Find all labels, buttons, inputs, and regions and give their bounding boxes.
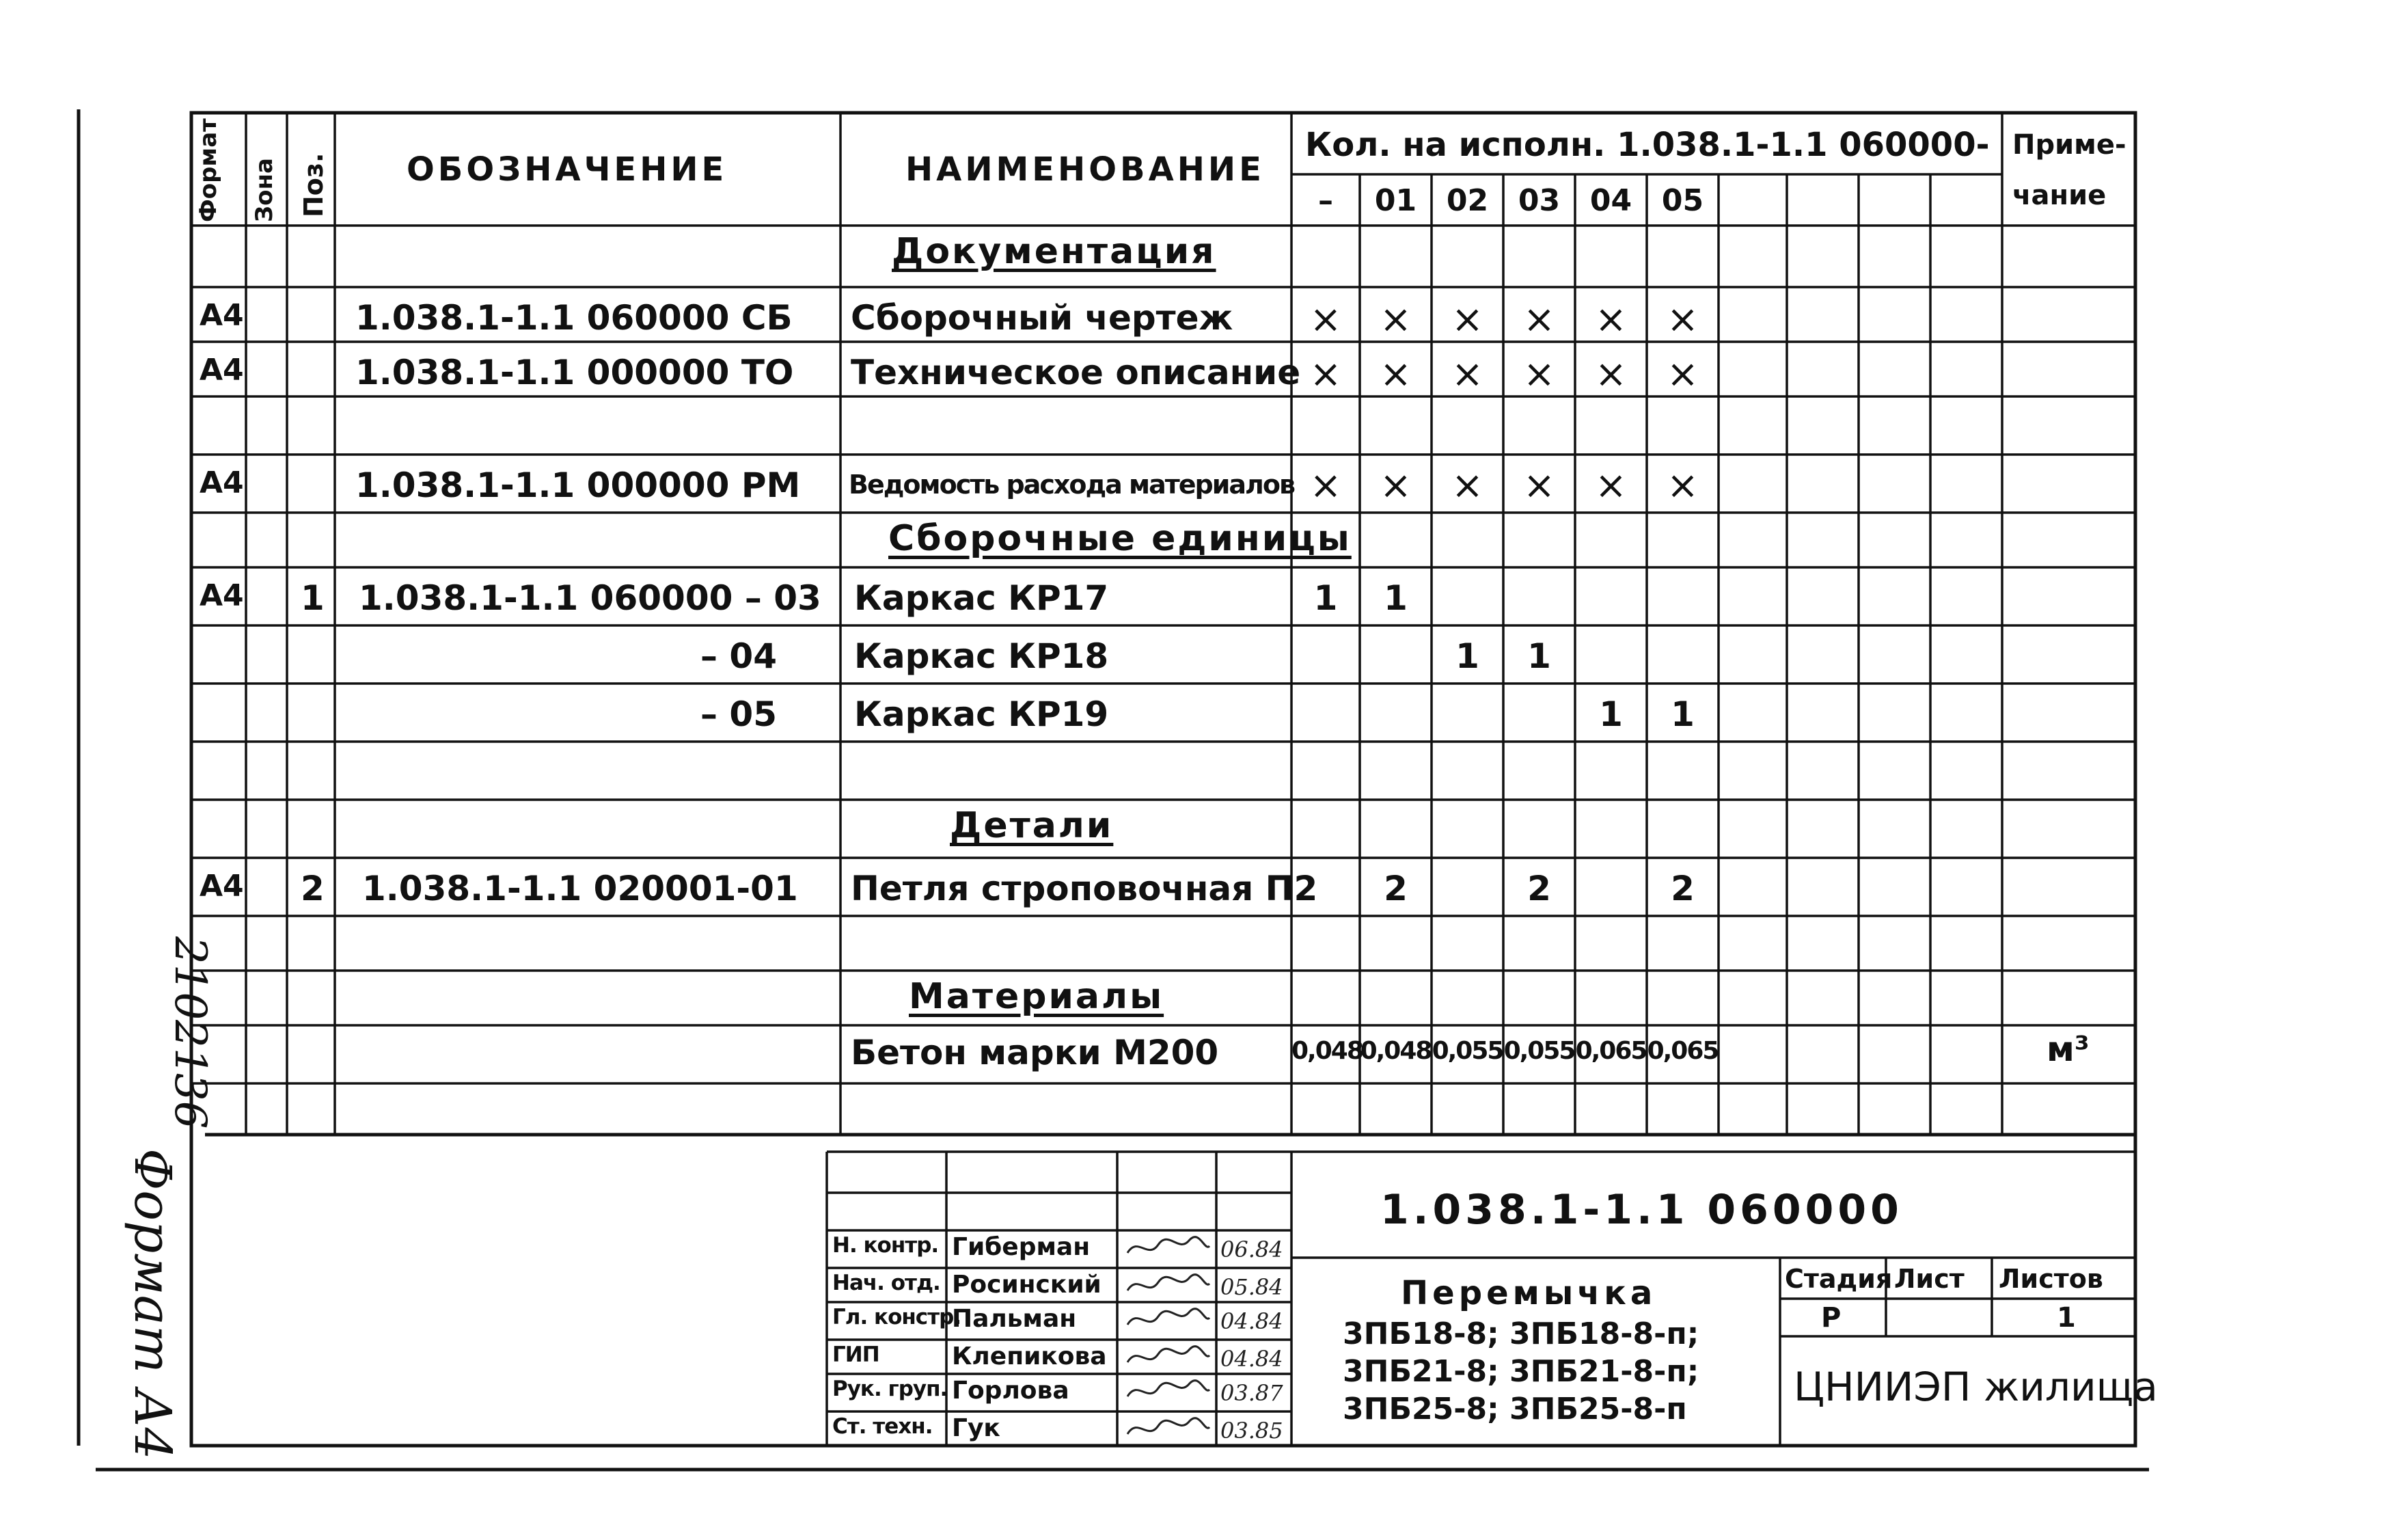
signer-role: ГИП	[832, 1342, 879, 1367]
row-name: Петля строповочная П2	[851, 869, 1318, 908]
signature-mark	[1124, 1304, 1213, 1334]
signature-mark	[1124, 1342, 1213, 1372]
organization: ЦНИИЭП жилища	[1794, 1364, 2158, 1410]
quantity-cell: ×	[1595, 352, 1627, 396]
section-assemblies: Сборочные единицы	[888, 518, 1352, 559]
signer-role: Ст. техн.	[832, 1414, 933, 1439]
stage-value: Р	[1821, 1302, 1842, 1334]
signature-mark	[1124, 1270, 1213, 1300]
row-designation: 1.038.1-1.1 060000 – 03	[359, 578, 821, 618]
signer-role: Гл. констр.	[832, 1305, 961, 1329]
margin-format-note: Формат А4	[123, 1148, 182, 1460]
header-note-l1: Приме-	[2012, 129, 2126, 161]
signer-date: 06.84	[1220, 1236, 1283, 1262]
product-title: Перемычка	[1401, 1274, 1657, 1312]
header-qty-title: Кол. на исполн. 1.038.1-1.1 060000-	[1305, 126, 1990, 164]
quantity-cell: 0,065	[1647, 1037, 1719, 1065]
product-line: 3ПБ25-8; 3ПБ25-8-п	[1343, 1392, 1687, 1427]
quantity-cell: ×	[1309, 352, 1342, 396]
quantity-cell: ×	[1380, 463, 1412, 508]
section-details: Детали	[950, 805, 1114, 846]
signer-date: 04.84	[1220, 1346, 1283, 1372]
quantity-cell: ×	[1595, 463, 1627, 508]
quantity-cell: ×	[1667, 352, 1699, 396]
signer-name: Гиберман	[952, 1233, 1091, 1261]
row-format: А4	[200, 298, 244, 333]
row-designation: 1.038.1-1.1 000000 ТО	[355, 353, 794, 392]
quantity-cell: 0,055	[1432, 1037, 1503, 1065]
quantity-cell: ×	[1309, 463, 1342, 508]
sheets-label: Листов	[1999, 1264, 2103, 1294]
quantity-cell: ×	[1380, 297, 1412, 342]
signer-role: Нач. отд.	[832, 1271, 940, 1295]
header-designation: ОБОЗНАЧЕНИЕ	[407, 150, 728, 189]
stage-label: Стадия	[1785, 1264, 1893, 1294]
signer-name: Росинский	[952, 1271, 1102, 1299]
row-format: А4	[200, 353, 244, 388]
quantity-cell: ×	[1667, 297, 1699, 342]
variant-header-cell: 05	[1661, 183, 1704, 218]
signer-name: Клепикова	[952, 1342, 1107, 1370]
quantity-cell: 2	[1384, 869, 1408, 908]
row-name: Каркас КР19	[854, 694, 1109, 734]
row-name: Каркас КР18	[854, 636, 1109, 676]
header-pos: Поз.	[299, 152, 329, 217]
margin-inventory-number: 21021	[165, 936, 215, 1076]
signer-date: 05.84	[1220, 1274, 1283, 1300]
quantity-cell: 0,055	[1503, 1037, 1575, 1065]
signer-name: Пальман	[952, 1305, 1077, 1333]
sheets-value: 1	[2057, 1302, 2076, 1334]
quantity-cell: 1	[1313, 578, 1338, 618]
product-line: 3ПБ18-8; 3ПБ18-8-п;	[1343, 1316, 1699, 1351]
signer-name: Горлова	[952, 1377, 1069, 1405]
quantity-cell: 1	[1671, 694, 1695, 734]
row-name: Бетон марки М200	[851, 1033, 1219, 1072]
signature-mark	[1124, 1376, 1213, 1406]
signer-date: 03.85	[1220, 1418, 1283, 1444]
row-name: Техническое описание	[851, 353, 1301, 392]
header-zone: Зона	[251, 158, 278, 222]
variant-header-cell: 03	[1518, 183, 1561, 218]
row-pos: 1	[301, 578, 325, 618]
quantity-cell: ×	[1595, 297, 1627, 342]
row-designation: – 05	[700, 694, 777, 734]
signer-date: 04.84	[1220, 1308, 1283, 1334]
sheet-label: Лист	[1894, 1264, 1965, 1294]
row-designation: 1.038.1-1.1 060000 СБ	[355, 298, 793, 338]
quantity-cell: ×	[1523, 463, 1555, 508]
quantity-cell: 0,048	[1291, 1037, 1363, 1065]
doc-code: 1.038.1-1.1 060000	[1380, 1186, 1903, 1234]
quantity-cell: ×	[1667, 463, 1699, 508]
header-note-l2: чание	[2012, 180, 2107, 211]
variant-header-cell: 01	[1374, 183, 1417, 218]
signer-role: Рук. груп.	[832, 1377, 948, 1401]
quantity-cell: ×	[1451, 463, 1483, 508]
quantity-cell: ×	[1451, 352, 1483, 396]
row-designation: – 04	[700, 636, 777, 676]
variant-header-cell: –	[1318, 183, 1333, 218]
row-format: А4	[200, 869, 244, 904]
section-documentation: Документация	[892, 231, 1216, 272]
quantity-cell: 1	[1455, 636, 1479, 676]
row-designation: 1.038.1-1.1 020001-01	[362, 869, 798, 908]
signer-date: 03.87	[1220, 1380, 1283, 1406]
quantity-cell: ×	[1451, 297, 1483, 342]
header-format: Формат	[195, 118, 222, 222]
variant-header-cell: 02	[1446, 183, 1489, 218]
row-name: Каркас КР17	[854, 578, 1109, 618]
quantity-cell: 2	[1527, 869, 1551, 908]
quantity-cell: 1	[1384, 578, 1408, 618]
quantity-cell: ×	[1523, 297, 1555, 342]
variant-header-cell: 04	[1589, 183, 1632, 218]
header-name: НАИМЕНОВАНИЕ	[905, 150, 1265, 189]
section-materials: Материалы	[909, 976, 1164, 1017]
quantity-cell: 2	[1671, 869, 1695, 908]
quantity-cell: ×	[1523, 352, 1555, 396]
quantity-cell: 0,048	[1360, 1037, 1432, 1065]
row-format: А4	[200, 465, 244, 500]
row-name: Сборочный чертеж	[851, 298, 1233, 338]
quantity-cell: 1	[1599, 694, 1623, 734]
quantity-cell: 1	[1527, 636, 1551, 676]
signer-role: Н. контр.	[832, 1233, 939, 1258]
row-pos: 2	[301, 869, 325, 908]
margin-sheet-number: 36	[165, 1073, 215, 1129]
signature-mark	[1124, 1232, 1213, 1262]
product-line: 3ПБ21-8; 3ПБ21-8-п;	[1343, 1354, 1699, 1389]
row-format: А4	[200, 578, 244, 613]
quantity-cell: ×	[1380, 352, 1412, 396]
signer-name: Гук	[952, 1414, 1000, 1442]
quantity-cell: ×	[1309, 297, 1342, 342]
signature-mark	[1124, 1414, 1213, 1444]
row-name: Ведомость расхода материалов	[849, 470, 1295, 500]
row-designation: 1.038.1-1.1 000000 РМ	[355, 465, 801, 505]
quantity-cell: 0,065	[1575, 1037, 1647, 1065]
row-note: м³	[2047, 1029, 2090, 1069]
